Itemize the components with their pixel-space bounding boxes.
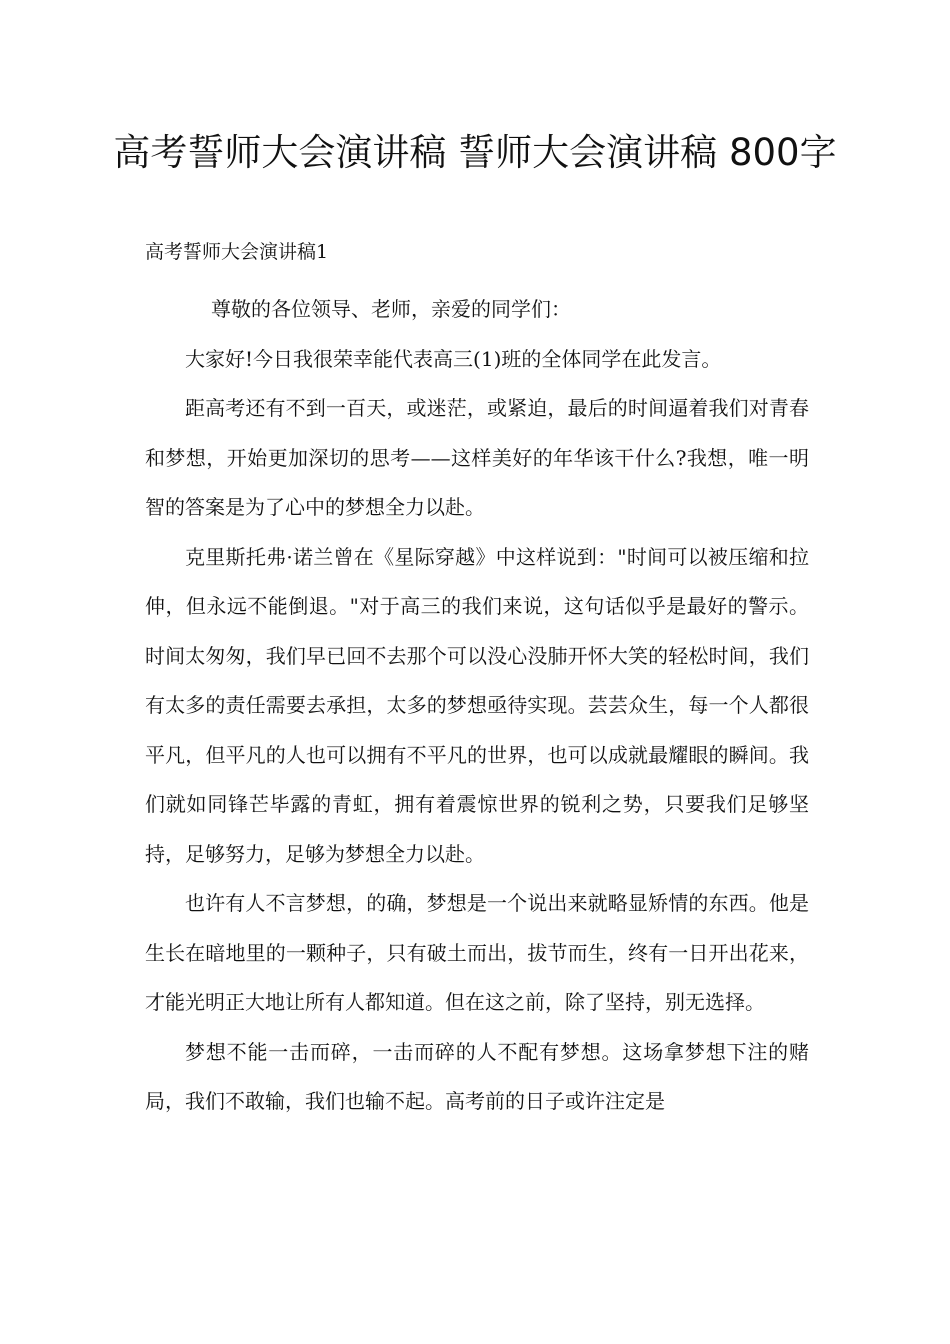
document-body (145, 285, 809, 1127)
paragraph: 大家好!今日我很荣幸能代表高三(1)班的全体同学在此发言。 (185, 346, 722, 371)
paragraph: 梦想不能一击而碎，一击而碎的人不配有梦想。这场拿梦想下注的赌局，我们不敢输，我们也输不起。高考前的日子或许注定是 (145, 1039, 809, 1113)
paragraph: 距高考还有不到一百天，或迷茫，或紧迫，最后的时间逼着我们对青春和梦想，开始更加深切的思考——这样美好的年华该干什么?我想，唯一明智的答案是为了心中的梦想全力以赴。 (145, 396, 809, 519)
paragraph: 克里斯托弗·诺兰曾在《星际穿越》中这样说到："时间可以被压缩和拉伸，但永远不能倒退。"对于高三的我们来说，这句话似乎是最好的警示。时间太匆匆，我们早已回不去那个可以没心没肺开怀大笑的轻松时间，我们有太多的责任需要去承担，太多的梦想亟待实现。芸芸众生，每一个人都很平凡，但平凡的人也可以拥有不平凡的世界，也可以成就最耀眼的瞬间。我们就如同锋芒毕露的青虹，拥有着震惊世界的锐利之势，只要我们足够坚持，足够努力，足够为梦想全力以赴。 (145, 544, 809, 866)
document-subtitle: 高考誓师大会演讲稿1 (145, 241, 329, 263)
paragraph: 也许有人不言梦想，的确，梦想是一个说出来就略显矫情的东西。他是生长在暗地里的一颗种子，只有破土而出，拔节而生，终有一日开出花来，才能光明正大地让所有人都知道。但在这之前，除了坚持，别无选择。 (145, 891, 809, 1014)
paragraph-greeting: 尊敬的各位领导、老师，亲爱的同学们： (211, 297, 571, 321)
document-title: 高考誓师大会演讲稿 誓师大会演讲稿 800字 (113, 131, 837, 174)
